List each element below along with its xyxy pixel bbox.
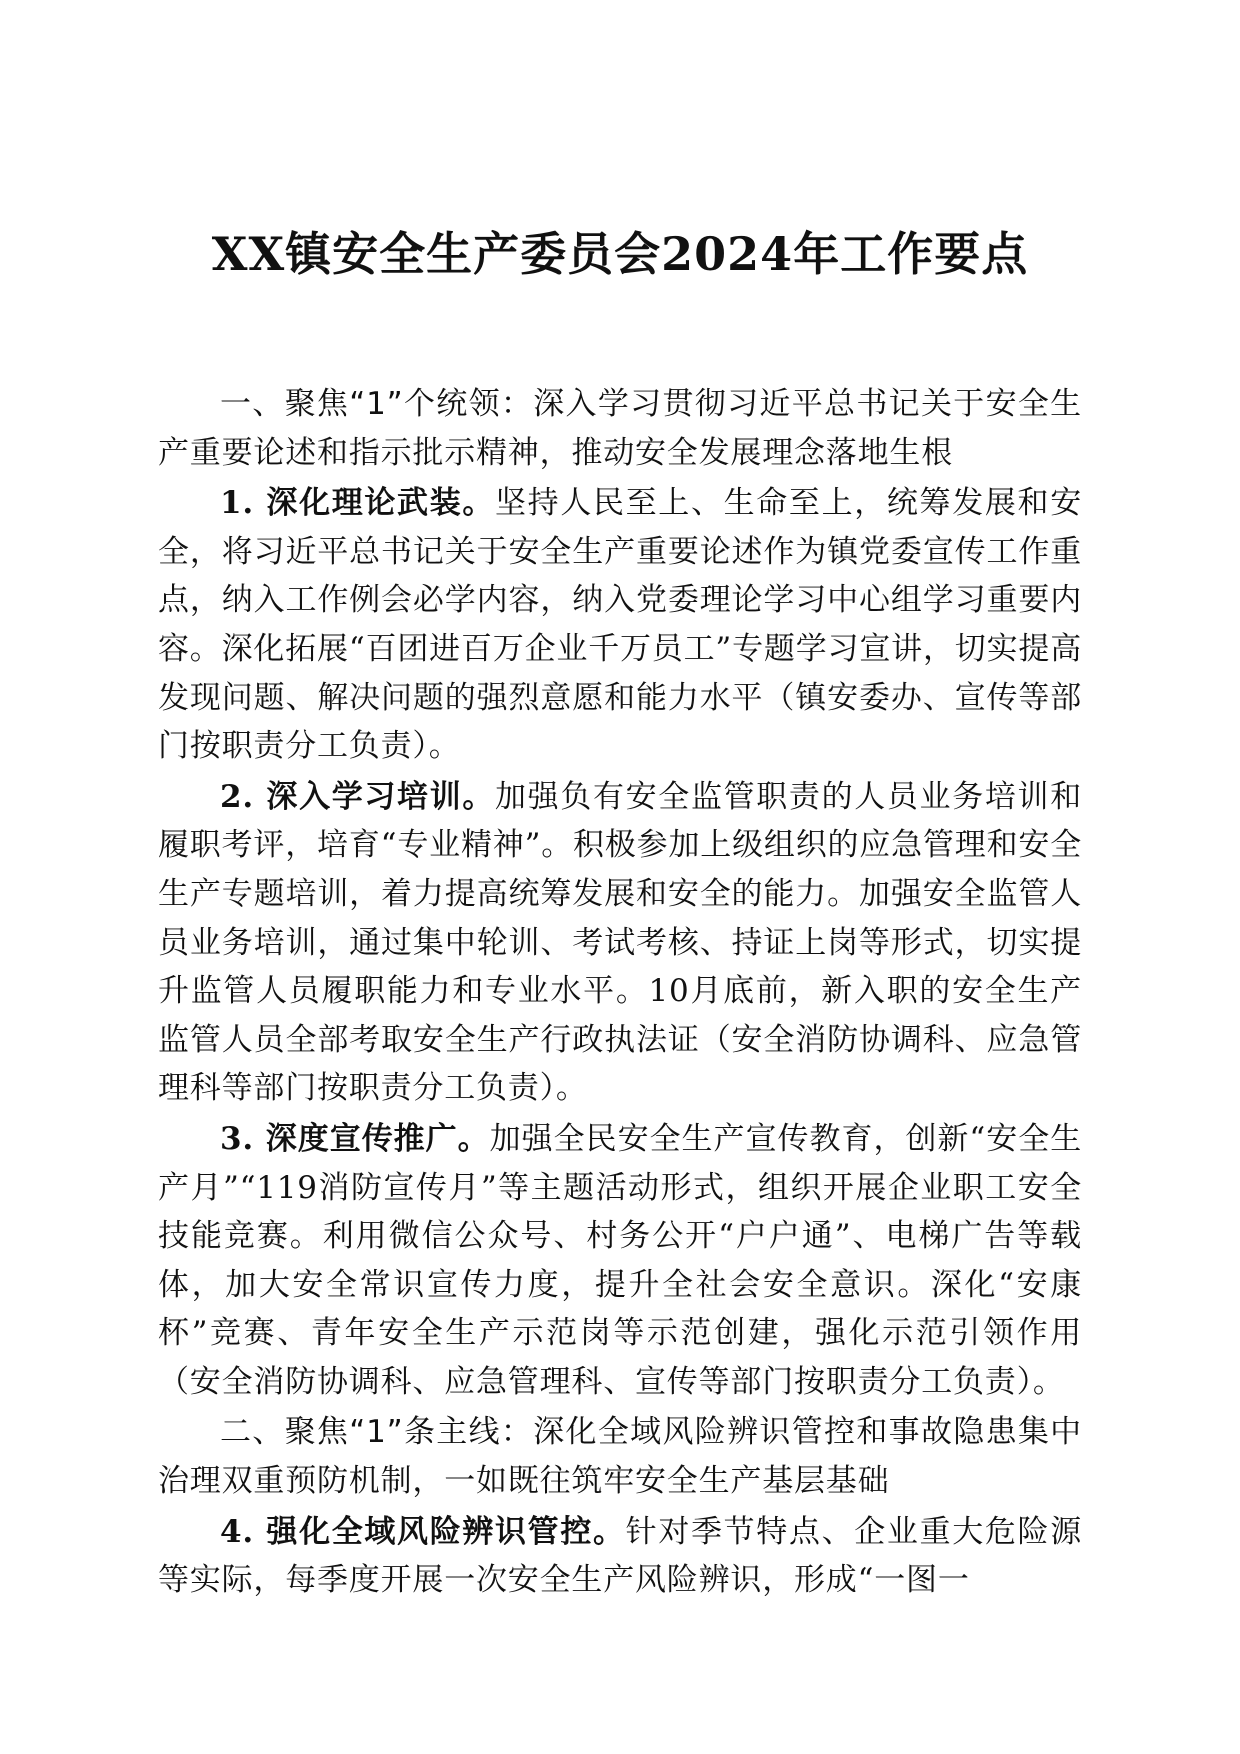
section-heading-1: [158, 380, 1082, 477]
item-heading: 2. 深入学习培训。: [220, 778, 496, 815]
item-text: 加强负有安全监管职责的人员业务培训和履职考评，培育“专业精神”。积极参加上级组织的应急管理和安全生产专题培训，着力提高统筹发展和安全的能力。加强安全监管人员业务培训，通过集中轮训、考试考核、持证上岗等形式，切实提升监管人员履职能力和专业水平。10月底前，新入职的安全生产监管人员全部考取安全生产行政执法证（安全消防协调科、应急管理科等部门按职责分工负责）。: [158, 778, 1082, 1107]
item-text: 加强全民安全生产宣传教育，创新“安全生产月”“119消防宣传月”等主题活动形式，组织开展企业职工安全技能竞赛。利用微信公众号、村务公开“户户通”、电梯广告等载体，加大安全常识宣传力度，提升全社会安全意识。深化“安康杯”竞赛、青年安全生产示范岗等示范创建，强化示范引领作用（安全消防协调科、应急管理科、宣传等部门按职责分工负责）。: [158, 1120, 1083, 1400]
paragraph-item-2: [158, 773, 1082, 1113]
paragraph-item-4: [158, 1508, 1082, 1605]
document-title: XX镇安全生产委员会2024年工作要点: [211, 227, 1029, 281]
section-heading-label: 一、聚焦“1”个统领：: [220, 386, 534, 422]
section-heading-text: 深化全域风险辨识管控和事故隐患集中治理双重预防机制，一如既往筑牢安全生产基层基础: [158, 1414, 1082, 1500]
section-heading-label: 二、聚焦“1”条主线：: [220, 1414, 534, 1451]
item-text: 坚持人民至上、生命至上，统筹发展和安全，将习近平总书记关于安全生产重要论述作为镇党委宣传工作重点，纳入工作例会必学内容，纳入党委理论学习中心组学习重要内容。深化拓展“百团进百万企业千万员工”专题学习宣讲，切实提高发现问题、解决问题的强烈意愿和能力水平（镇安委办、宣传等部门按职责分工负责）。: [158, 485, 1082, 765]
section-heading-text: 深入学习贯彻习近平总书记关于安全生产重要论述和指示批示精神，推动安全发展理念落地生根: [158, 386, 1082, 471]
paragraph-item-3: [158, 1115, 1082, 1407]
paragraph-item-1: [158, 479, 1082, 771]
item-heading: 3. 深度宣传推广。: [220, 1120, 490, 1157]
document-body: [158, 380, 1082, 1607]
section-heading-2: [158, 1408, 1082, 1505]
item-text: 针对季节特点、企业重大危险源等实际，每季度开展一次安全生产风险辨识，形成“一图一: [158, 1513, 1083, 1599]
item-heading: 4. 强化全域风险辨识管控。: [220, 1513, 626, 1550]
item-heading: 1. 深化理论武装。: [220, 485, 496, 522]
